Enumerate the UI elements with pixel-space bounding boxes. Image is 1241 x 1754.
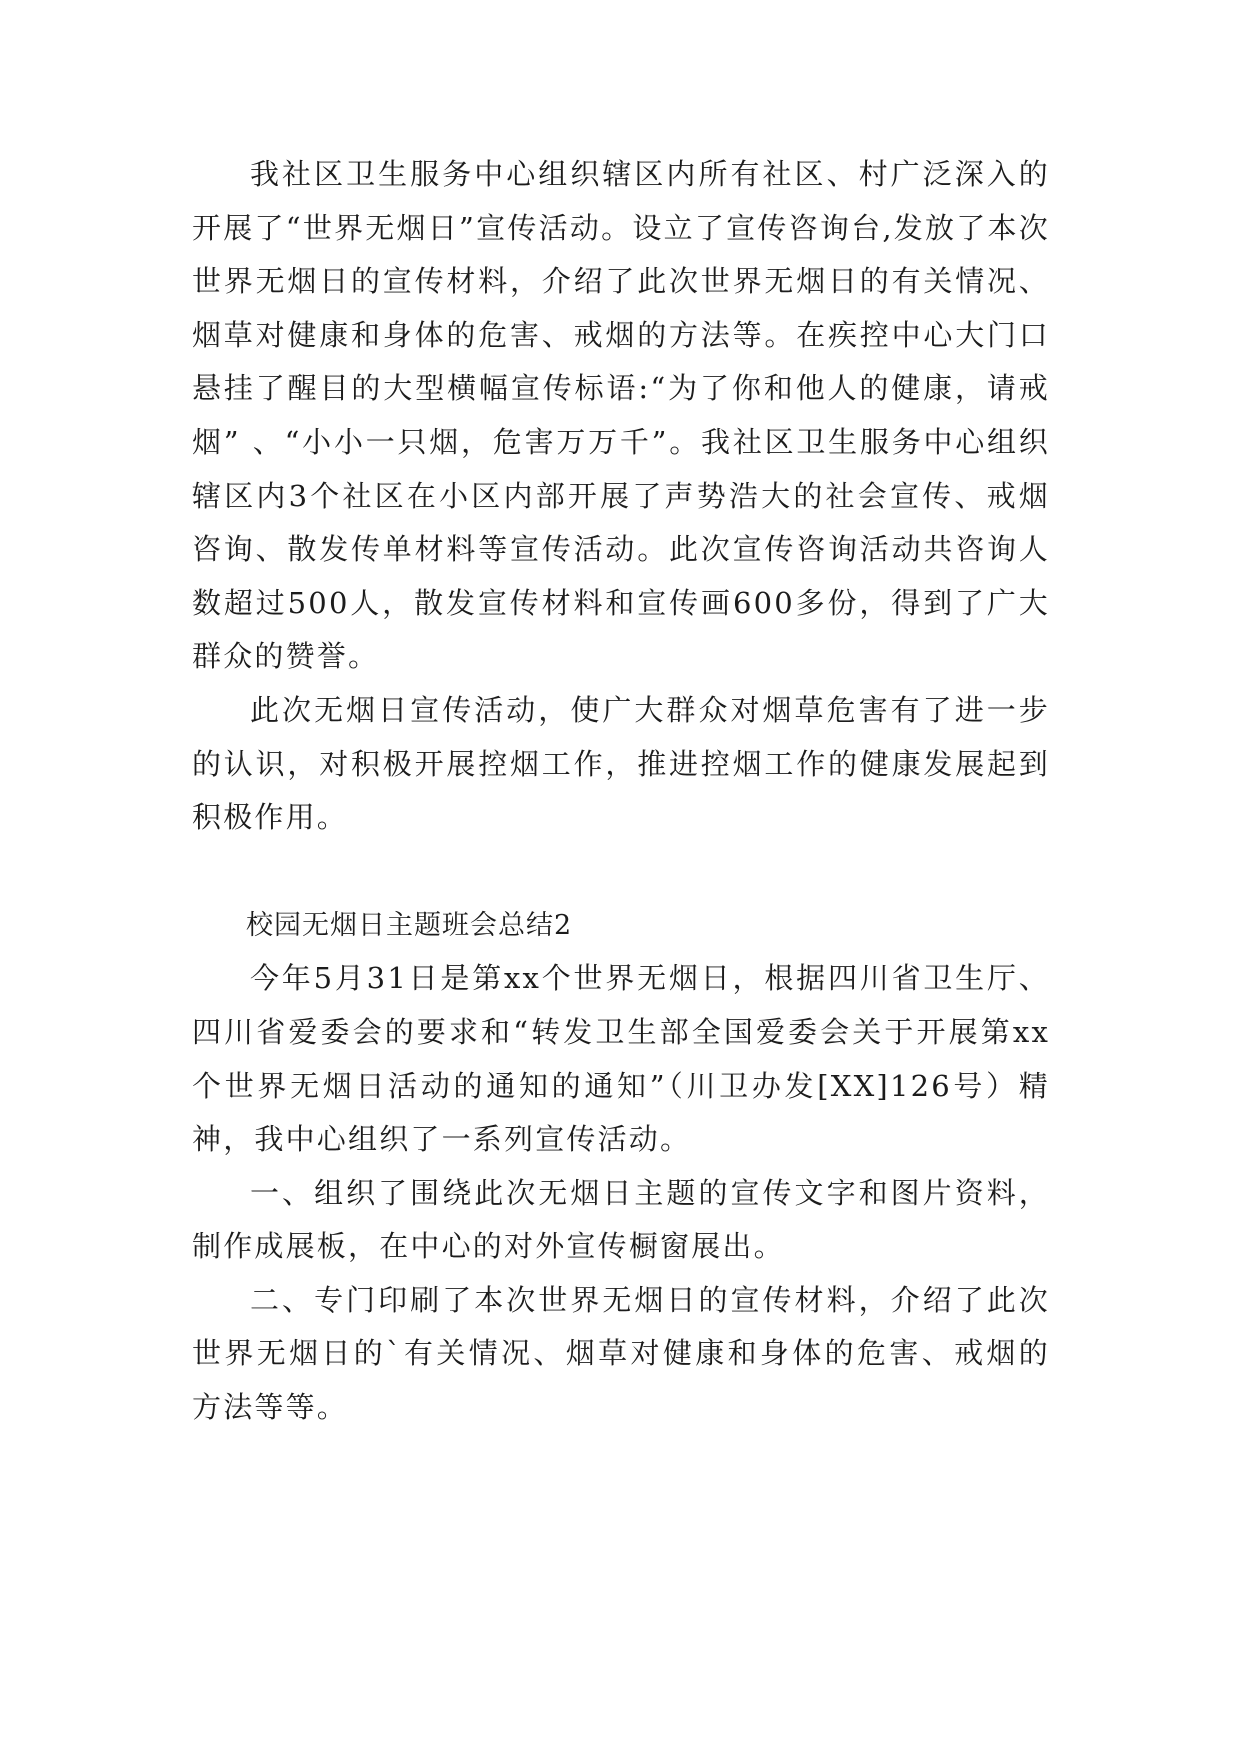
section-title: 校园无烟日主题班会总结2 bbox=[246, 909, 573, 941]
paragraph-item-one: 一、组织了围绕此次无烟日主题的宣传文字和图片资料，制作成展板，在中心的对外宣传橱窗展出。 bbox=[192, 1175, 1050, 1264]
paragraph-community-campaign: 我社区卫生服务中心组织辖区内所有社区、村广泛深入的开展了“世界无烟日”宣传活动。设立了宣传咨询台,发放了本次世界无烟日的宣传材料，介绍了此次世界无烟日的有关情况、烟草对健康和身体的危害、戒烟的方法等。在疾控中心大门口悬挂了醒目的大型横幅宣传标语:“为了你和他人的健康，请戒烟” 、“小小一只烟，危害万万千”。我社区卫生服务中心组织辖区内3个社区在小区内部开展了声势浩大的社会宣传、戒烟咨询、散发传单材料等宣传活动。此次宣传咨询活动共咨询人数超过500人，散发宣传材料和宣传画600多份，得到了广大群众的赞誉。 bbox=[192, 157, 1050, 674]
document-body bbox=[192, 148, 1050, 1435]
paragraph-campaign-effect: 此次无烟日宣传活动，使广大群众对烟草危害有了进一步的认识，对积极开展控烟工作，推进控烟工作的健康发展起到积极作用。 bbox=[192, 692, 1050, 835]
paragraph-intro: 今年5月31日是第xx个世界无烟日，根据四川省卫生厅、四川省爱委会的要求和“转发卫生部全国爱委会关于开展第xx个世界无烟日活动的通知的通知”（川卫办发[XX]126号）精神，我中心组织了一系列宣传活动。 bbox=[192, 961, 1050, 1157]
paragraph-item-two: 二、专门印刷了本次世界无烟日的宣传材料，介绍了此次世界无烟日的`有关情况、烟草对健康和身体的危害、戒烟的方法等等。 bbox=[192, 1282, 1050, 1425]
